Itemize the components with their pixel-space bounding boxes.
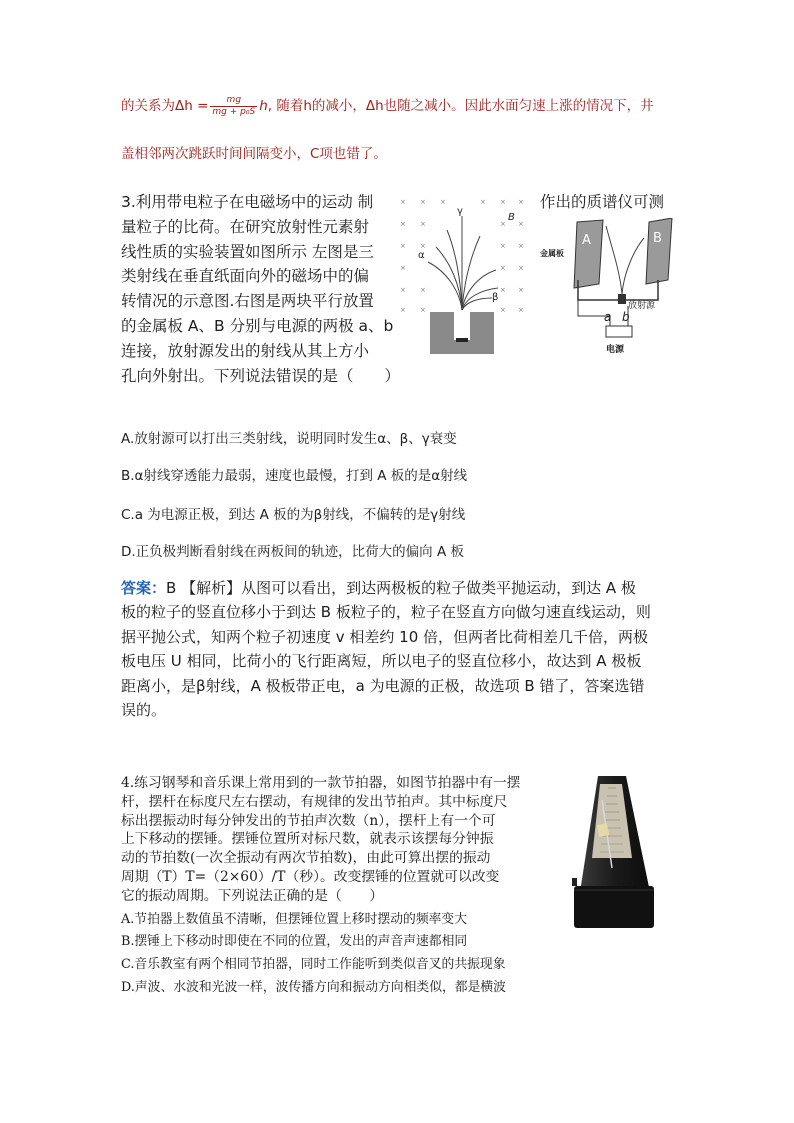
field-label: B — [508, 212, 515, 223]
plate-a-label: A — [582, 233, 591, 248]
q4-line: 周期（T）T=（2×60）/T（秒）。改变摆锤的位置就可以改变 — [121, 868, 500, 885]
pole-b-label: b — [622, 310, 630, 324]
svg-text:×: × — [518, 198, 524, 206]
q4-option-a: A.节拍器上数值虽不清晰，但摆锤位置上移时摆动的频率变大 — [121, 912, 468, 927]
answer-line: B 【解析】从图可以看出，到达两极板的粒子做类平抛运动，到达 A 极 — [166, 579, 636, 597]
beta-label: β — [492, 292, 499, 303]
svg-text:×: × — [518, 264, 524, 272]
answer-line: 误的。 — [121, 701, 167, 720]
q4-line: 上下移动的摆锤。摆锤位置所对标尺数，就表示该摆每分钟振 — [121, 831, 494, 848]
q3-option-c: C.a 为电源正极，到达 A 板的为β射线，不偏转的是γ射线 — [121, 507, 466, 523]
q4-line: 动的节拍数(一次全振动有两次节拍数)，由此可算出摆的振动 — [121, 850, 491, 867]
q3-option-b: B.α射线穿透能力最弱，速度也最慢，打到 A 板的是α射线 — [121, 468, 468, 484]
q3-line: 孔向外射出。下列说法错误的是（ ） — [121, 366, 401, 385]
fraction-numerator: mg — [210, 95, 257, 107]
svg-text:×: × — [400, 198, 406, 206]
q4-line: 标出摆振动时每分钟发出的节拍声次数（n），摆杆上有一个可 — [121, 812, 496, 829]
q3-line: 类射线在垂直纸面向外的磁场中的偏 — [121, 267, 370, 286]
q4-stem — [121, 774, 561, 906]
plate-b — [646, 218, 672, 284]
svg-text:×: × — [420, 306, 426, 314]
q4-line: 杆，摆杆在标度尺左右摆动，有规律的发出节拍声。其中标度尺 — [121, 793, 508, 810]
formula-fraction — [210, 95, 257, 118]
metronome-image — [572, 772, 662, 930]
ray-paths — [428, 216, 498, 310]
prev-solution-line-1 — [121, 94, 654, 118]
alpha-label: α — [418, 250, 425, 261]
plate-a — [574, 220, 603, 288]
fraction-denominator: mg + p₀S — [212, 106, 256, 117]
svg-text:×: × — [500, 306, 506, 314]
svg-text:×: × — [500, 198, 506, 206]
q3-answer — [121, 576, 681, 722]
radiation-deflection-figure — [392, 192, 532, 358]
q3-line: 转情况的示意图.右图是两块平行放置 — [121, 292, 374, 311]
answer-label: 答案： — [121, 579, 167, 597]
answer-line: 距离小，是β射线，A 极板带正电，a 为电源的正极，故选项 B 错了，答案选错 — [121, 676, 645, 695]
lead-block — [430, 312, 494, 354]
svg-text:×: × — [480, 198, 486, 206]
q4-line: 4.练习钢琴和音乐课上常用到的一款节拍器，如图节拍器中有一摆 — [121, 775, 521, 791]
prev-solution-suffix: , 随着h的减小，Δh也随之减小。因此水面匀速上涨的情况下，井 — [267, 98, 654, 114]
svg-text:×: × — [500, 286, 506, 294]
q4-line: 它的振动周期。下列说法正确的是（ ） — [121, 887, 384, 904]
q4-option-d: D.声波、水波和光波一样，波传播方向和振动方向相类似，都是横波 — [121, 980, 506, 995]
svg-text:×: × — [420, 198, 426, 206]
q3-option-d: D.正负极判断看射线在两板间的轨迹，比荷大的偏向 A 板 — [121, 544, 465, 560]
svg-text:×: × — [420, 286, 426, 294]
answer-line: 板电压 U 相同，比荷小的飞行距离短，所以电子的竖直位移小，故达到 A 极板 — [121, 652, 642, 671]
svg-text:×: × — [420, 242, 426, 250]
answer-line: 据平抛公式，知两个粒子初速度 v 相差约 10 倍，但两者比荷相差几千倍，两极 — [121, 627, 649, 646]
pole-a-label: a — [604, 310, 612, 324]
q3-line: 的金属板 A、B 分别与电源的两极 a、b — [121, 316, 394, 335]
q4-option-c: C.音乐教室有两个相同节拍器，同时工作能听到类似音叉的共振现象 — [121, 957, 506, 972]
svg-text:×: × — [518, 306, 524, 314]
metal-plates-figure — [540, 218, 678, 363]
prev-solution-line-2: 盖相邻两次跳跃时间间隔变小，C项也错了。 — [121, 146, 387, 162]
q3-line: 3.利用带电粒子在电磁场中的运动 制 — [121, 193, 374, 211]
svg-text:×: × — [440, 198, 446, 206]
svg-text:×: × — [400, 264, 406, 272]
svg-text:×: × — [518, 286, 524, 294]
svg-text:×: × — [500, 242, 506, 250]
source-label: 放射源 — [628, 301, 656, 311]
q3-line: 线性质的实验装置如图所示 左图是三 — [121, 242, 374, 261]
svg-text:×: × — [400, 242, 406, 250]
gamma-label: γ — [457, 206, 463, 217]
svg-text:×: × — [500, 264, 506, 272]
svg-text:×: × — [400, 286, 406, 294]
q3-stem — [121, 190, 401, 388]
prev-solution-prefix: 的关系为Δh = — [121, 98, 209, 114]
svg-text:×: × — [518, 220, 524, 228]
q3-right-text: 作出的质谱仪可测 — [540, 193, 665, 211]
svg-text:×: × — [518, 242, 524, 250]
metal-plate-label: 金属板 — [540, 249, 564, 258]
svg-text:×: × — [500, 220, 506, 228]
q4-option-b: B.摆锤上下移动时即使在不同的位置，发出的声音声速都相同 — [121, 934, 468, 949]
svg-text:×: × — [400, 220, 406, 228]
q3-line: 连接，放射源发出的射线从其上方小 — [121, 341, 370, 360]
formula-variable: h — [259, 98, 268, 114]
svg-text:×: × — [420, 220, 426, 228]
answer-line: 板的粒子的竖直位移小于到达 B 板粒子的，粒子在竖直方向做匀速直线运动，则 — [121, 603, 651, 622]
q3-line: 量粒子的比荷。在研究放射性元素射 — [121, 217, 370, 236]
plate-b-label: B — [653, 231, 662, 246]
q3-option-a: A.放射源可以打出三类射线，说明同时发生α、β、γ衰变 — [121, 431, 457, 447]
svg-text:×: × — [400, 306, 406, 314]
power-supply — [606, 326, 632, 337]
power-label: 电源 — [606, 345, 625, 355]
